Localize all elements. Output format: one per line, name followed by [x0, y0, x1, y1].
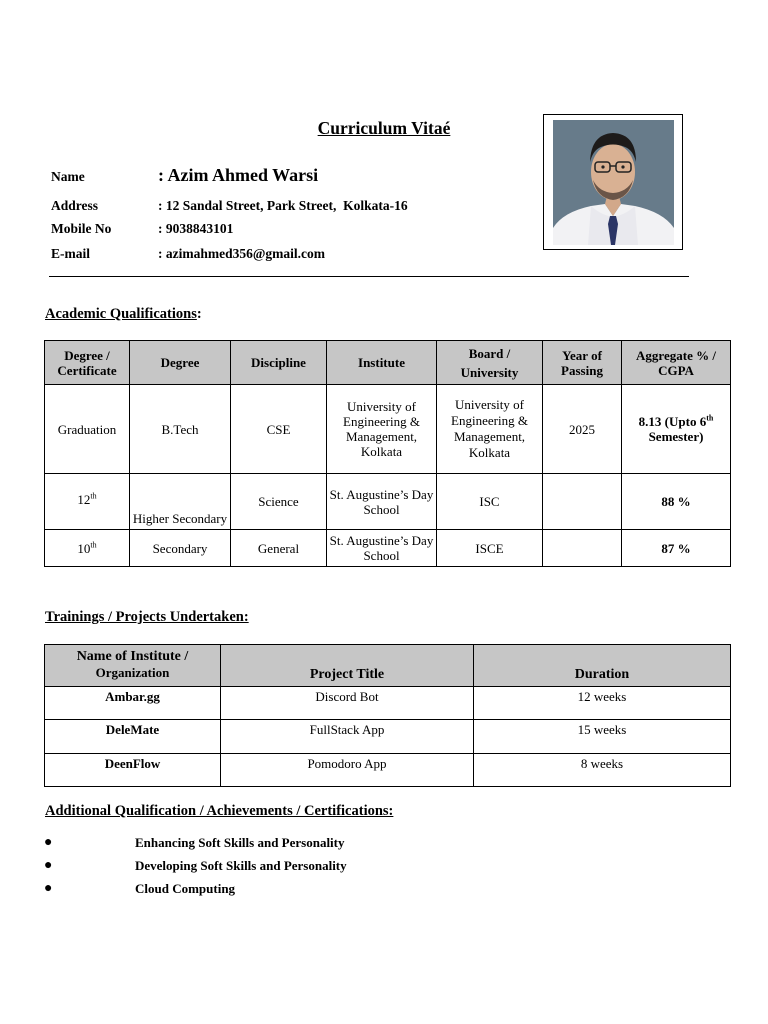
col-header: Degree / Certificate	[45, 341, 130, 385]
cert-cell: 12th	[45, 474, 130, 530]
mobile-value: : 9038843101	[158, 221, 234, 236]
academic-header-row	[45, 341, 731, 385]
board-cell: ISC	[437, 474, 543, 530]
degree-cell: B.Tech	[130, 385, 231, 474]
name-label: Name	[51, 169, 85, 184]
mobile-label: Mobile No	[51, 221, 112, 236]
col-header: Duration	[474, 645, 731, 687]
bullet-dot-icon: ●	[44, 835, 53, 850]
degree-cell: Higher Secondary	[130, 474, 231, 530]
aggregate-cell: 8.13 (Upto 6th Semester)	[622, 385, 731, 474]
project-cell: Pomodoro App	[221, 754, 474, 787]
additional-heading: Additional Qualification / Achievements / Certifications:	[45, 803, 394, 819]
aggregate-cell: 88 %	[622, 474, 731, 530]
bullet-dot-icon: ●	[44, 858, 53, 873]
trainings-heading: Trainings / Projects Undertaken:	[45, 609, 249, 625]
bullet-dot-icon: ●	[44, 881, 53, 896]
list-item: Developing Soft Skills and Personality	[135, 858, 347, 873]
col-header: Project Title	[221, 645, 474, 687]
profile-photo-frame	[543, 114, 683, 250]
name-value: : Azim Ahmed Warsi	[158, 165, 319, 185]
email-value: : azimahmed356@gmail.com	[158, 246, 326, 261]
trainings-header-row	[45, 645, 731, 687]
org-cell: DeleMate	[45, 720, 221, 754]
col-header: Aggregate % / CGPA	[622, 341, 731, 385]
cert-cell: 10th	[45, 530, 130, 567]
table-row	[45, 474, 731, 530]
duration-cell: 8 weeks	[474, 754, 731, 787]
discipline-cell: General	[231, 530, 327, 567]
table-row	[45, 687, 731, 720]
list-item: Cloud Computing	[135, 881, 236, 896]
table-row	[45, 720, 731, 754]
discipline-cell: CSE	[231, 385, 327, 474]
cert-cell: Graduation	[45, 385, 130, 474]
address-value: : 12 Sandal Street, Park Street, Kolkata-16	[158, 198, 408, 213]
year-cell	[543, 474, 622, 530]
project-cell: FullStack App	[221, 720, 474, 754]
duration-cell: 15 weeks	[474, 720, 731, 754]
academic-heading: Academic Qualifications:	[45, 306, 202, 322]
page-title: Curriculum Vitaé	[317, 118, 451, 138]
col-header: Discipline	[231, 341, 327, 385]
aggregate-cell: 87 %	[622, 530, 731, 567]
col-header: Institute	[327, 341, 437, 385]
list-item: Enhancing Soft Skills and Personality	[135, 835, 345, 850]
table-row	[45, 530, 731, 567]
institute-cell: St. Augustine’s Day School	[327, 530, 437, 567]
col-header: Board / University	[437, 341, 543, 385]
discipline-cell: Science	[231, 474, 327, 530]
table-row	[45, 754, 731, 787]
header-divider	[49, 276, 689, 277]
trainings-table	[44, 644, 731, 787]
academic-table	[44, 340, 731, 567]
address-label: Address	[51, 198, 99, 213]
project-cell: Discord Bot	[221, 687, 474, 720]
col-header: Year of Passing	[543, 341, 622, 385]
col-header: Name of Institute / Organization	[45, 645, 221, 687]
degree-cell: Secondary	[130, 530, 231, 567]
year-cell: 2025	[543, 385, 622, 474]
board-cell: ISCE	[437, 530, 543, 567]
year-cell	[543, 530, 622, 567]
institute-cell: St. Augustine’s Day School	[327, 474, 437, 530]
email-label: E-mail	[51, 246, 90, 261]
org-cell: Ambar.gg	[45, 687, 221, 720]
table-row	[45, 385, 731, 474]
col-header: Degree	[130, 341, 231, 385]
board-cell: University of Engineering & Management, Kolkata	[437, 385, 543, 474]
duration-cell: 12 weeks	[474, 687, 731, 720]
profile-photo	[553, 120, 674, 245]
institute-cell: University of Engineering & Management, Kolkata	[327, 385, 437, 474]
org-cell: DeenFlow	[45, 754, 221, 787]
